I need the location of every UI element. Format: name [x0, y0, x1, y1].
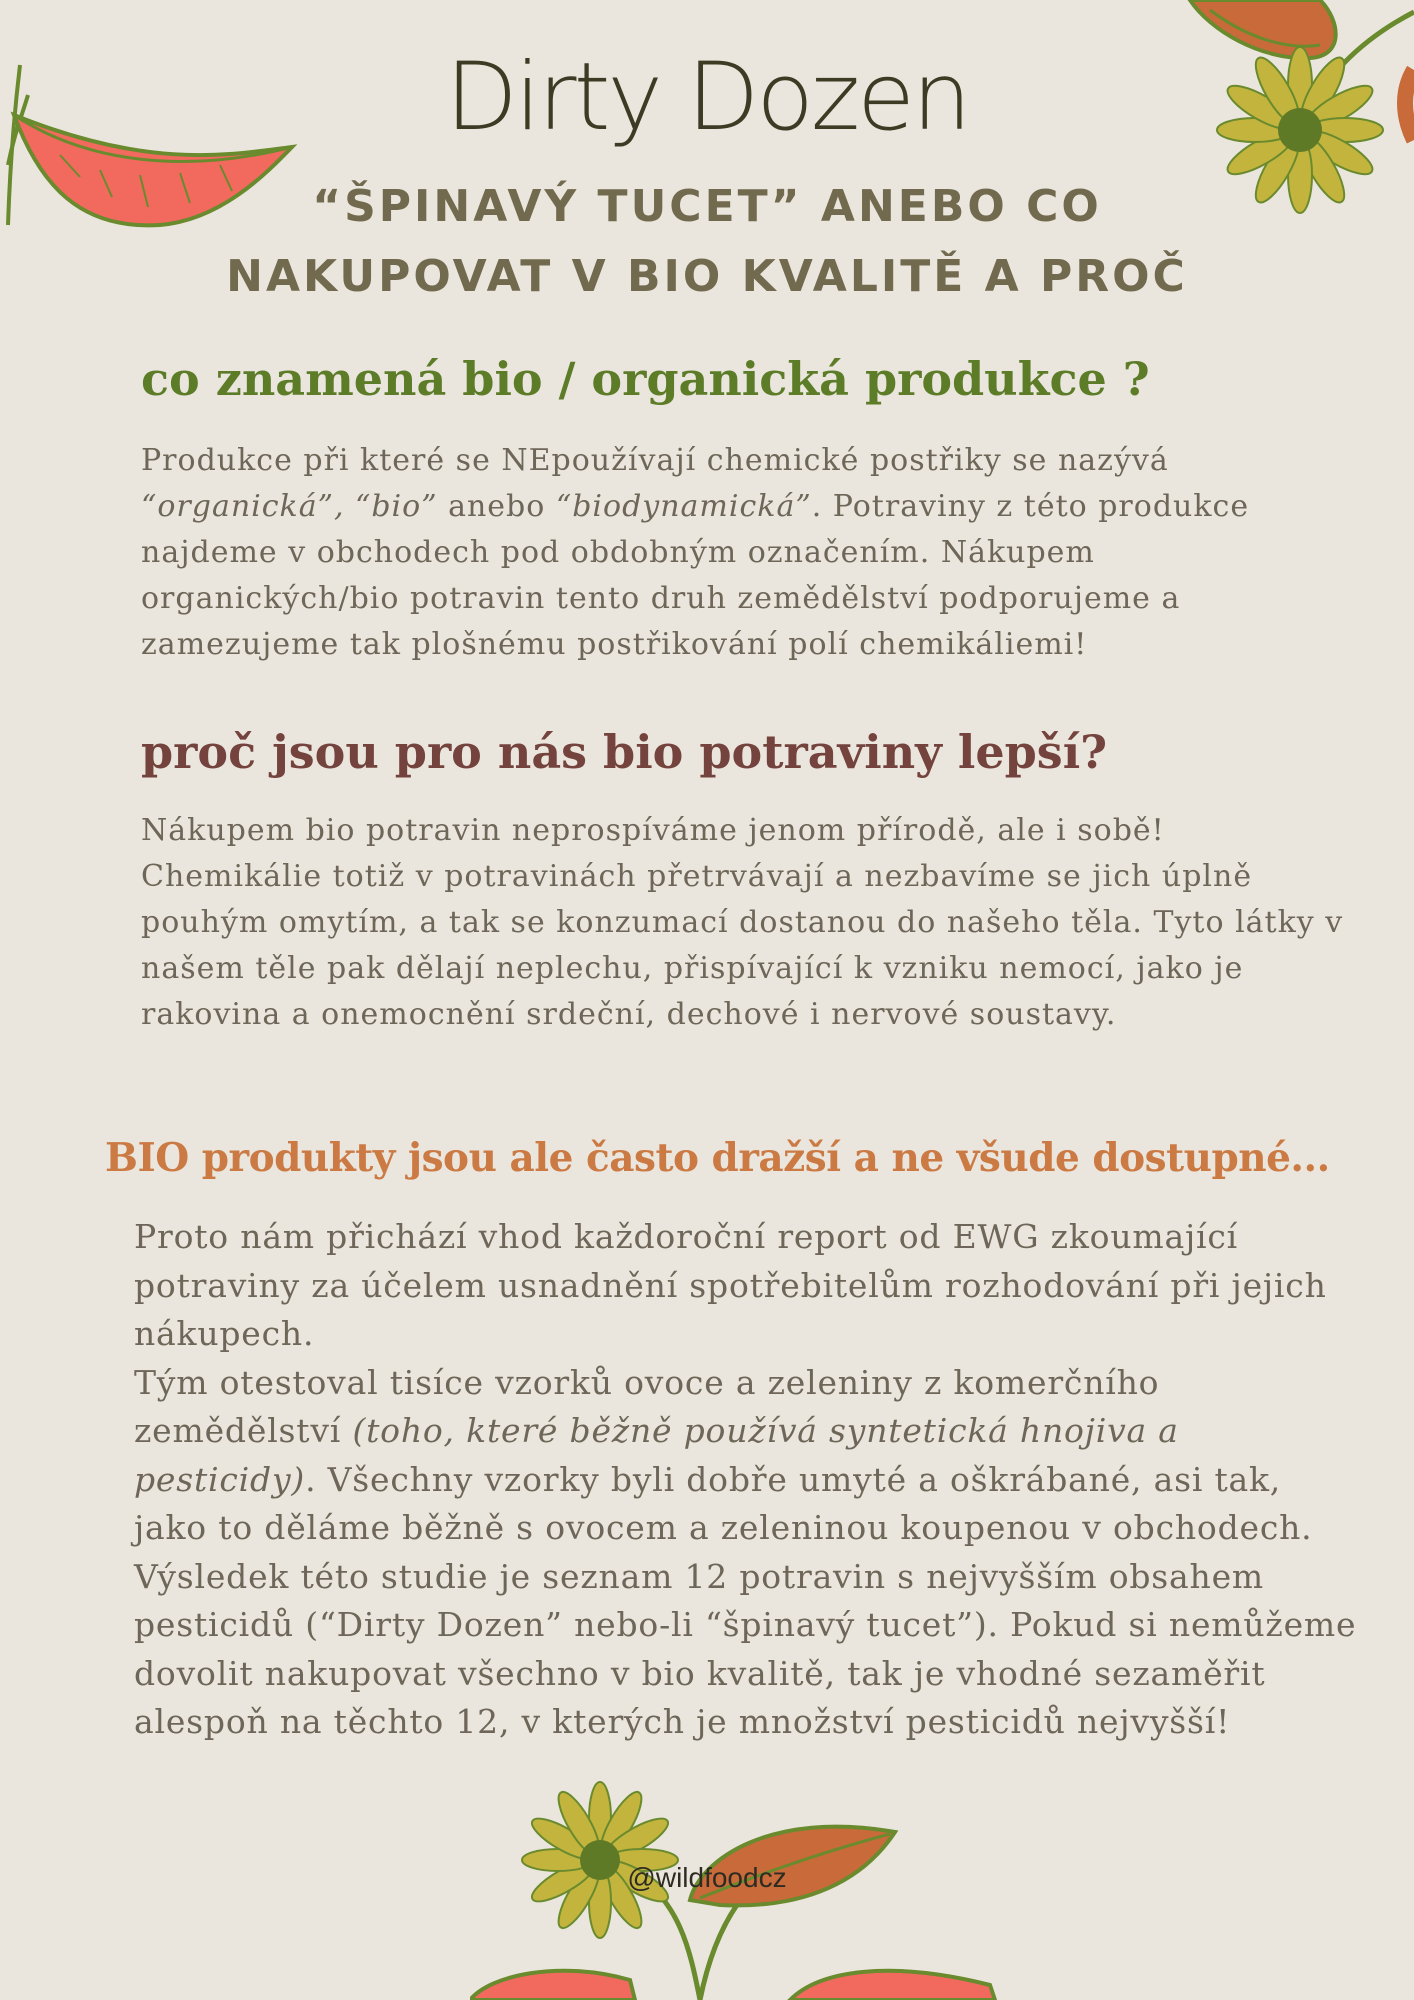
text-run: . Všechny vzorky byli dobře umyté a oškrábané, asi tak, jako to děláme běžně s ovocem a zeleninou koupenou v obchodech. Výsledek této studie je seznam 12 potravin s nejvyšším obsahem pesticidů (“Dirty Dozen” nebo-li “špinavý tucet”). Pokud si nemůžeme dovolit nakupovat všechno v bio kvalitě, tak je vhodné sezaměřit alespoň na těchto 12, v kterých je množství pesticidů nejvyšší!: [134, 1459, 1357, 1741]
page-title: Dirty Dozen: [445, 43, 969, 152]
section-text-organic: [141, 438, 1351, 668]
section-text-why-bio: Nákupem bio potravin neprospíváme jenom přírodě, ale i sobě! Chemikálie totiž v potravinách přetrvávají a nezbavíme se jich úplně pouhým omytím, a tak se konzumací dostanou do našeho těla. Tyto látky v našem těle pak dělají neplechu, přispívající k vzniku nemocí, jako je rakovina a onemocnění srdeční, dechové i nervové soustavy.: [141, 813, 1344, 1032]
text-run: Produkce při které se NEpoužívají chemické postřiky se nazývá: [141, 443, 1169, 478]
section-heading-organic: co znamená bio / organická produkce ?: [141, 352, 1150, 406]
text-run-italic: (toho, které běžně používá syntetická hnojiva a pesticidy): [134, 1411, 1179, 1499]
text-run-italic: “biodynamická”: [555, 489, 812, 524]
subtitle-line-1: “ŠPINAVÝ TUCET” ANEBO CO: [312, 181, 1102, 232]
section-heading-bio-price: BIO produkty jsou ale často dražší a ne všude dostupné...: [105, 1135, 1330, 1181]
section-heading-why-bio: proč jsou pro nás bio potraviny lepší?: [141, 725, 1108, 779]
social-handle: @wildfoodcz: [627, 1862, 787, 1893]
text-run-italic: “organická”, “bio”: [141, 489, 438, 524]
text-run: Proto nám přichází vhod každoroční report od EWG zkoumající potraviny za účelem usnadnění spotřebitelům rozhodování při jejich nákupech.: [134, 1217, 1327, 1353]
text-run: anebo: [437, 489, 556, 524]
page-subtitle: [180, 172, 1234, 312]
subtitle-line-2: NAKUPOVAT V BIO KVALITĚ A PROČ: [226, 251, 1188, 302]
text-run: . Potraviny z této produkce najdeme v obchodech pod obdobným označením. Nákupem organických/bio potravin tento druh zemědělství podporujeme a zamezujeme tak plošnému postřikování polí chemikáliemi!: [141, 489, 1250, 662]
text-run: Tým otestoval tisíce vzorků ovoce a zeleniny z komerčního zemědělství: [134, 1362, 1160, 1450]
section-text-ewg-report: [134, 1213, 1364, 1747]
